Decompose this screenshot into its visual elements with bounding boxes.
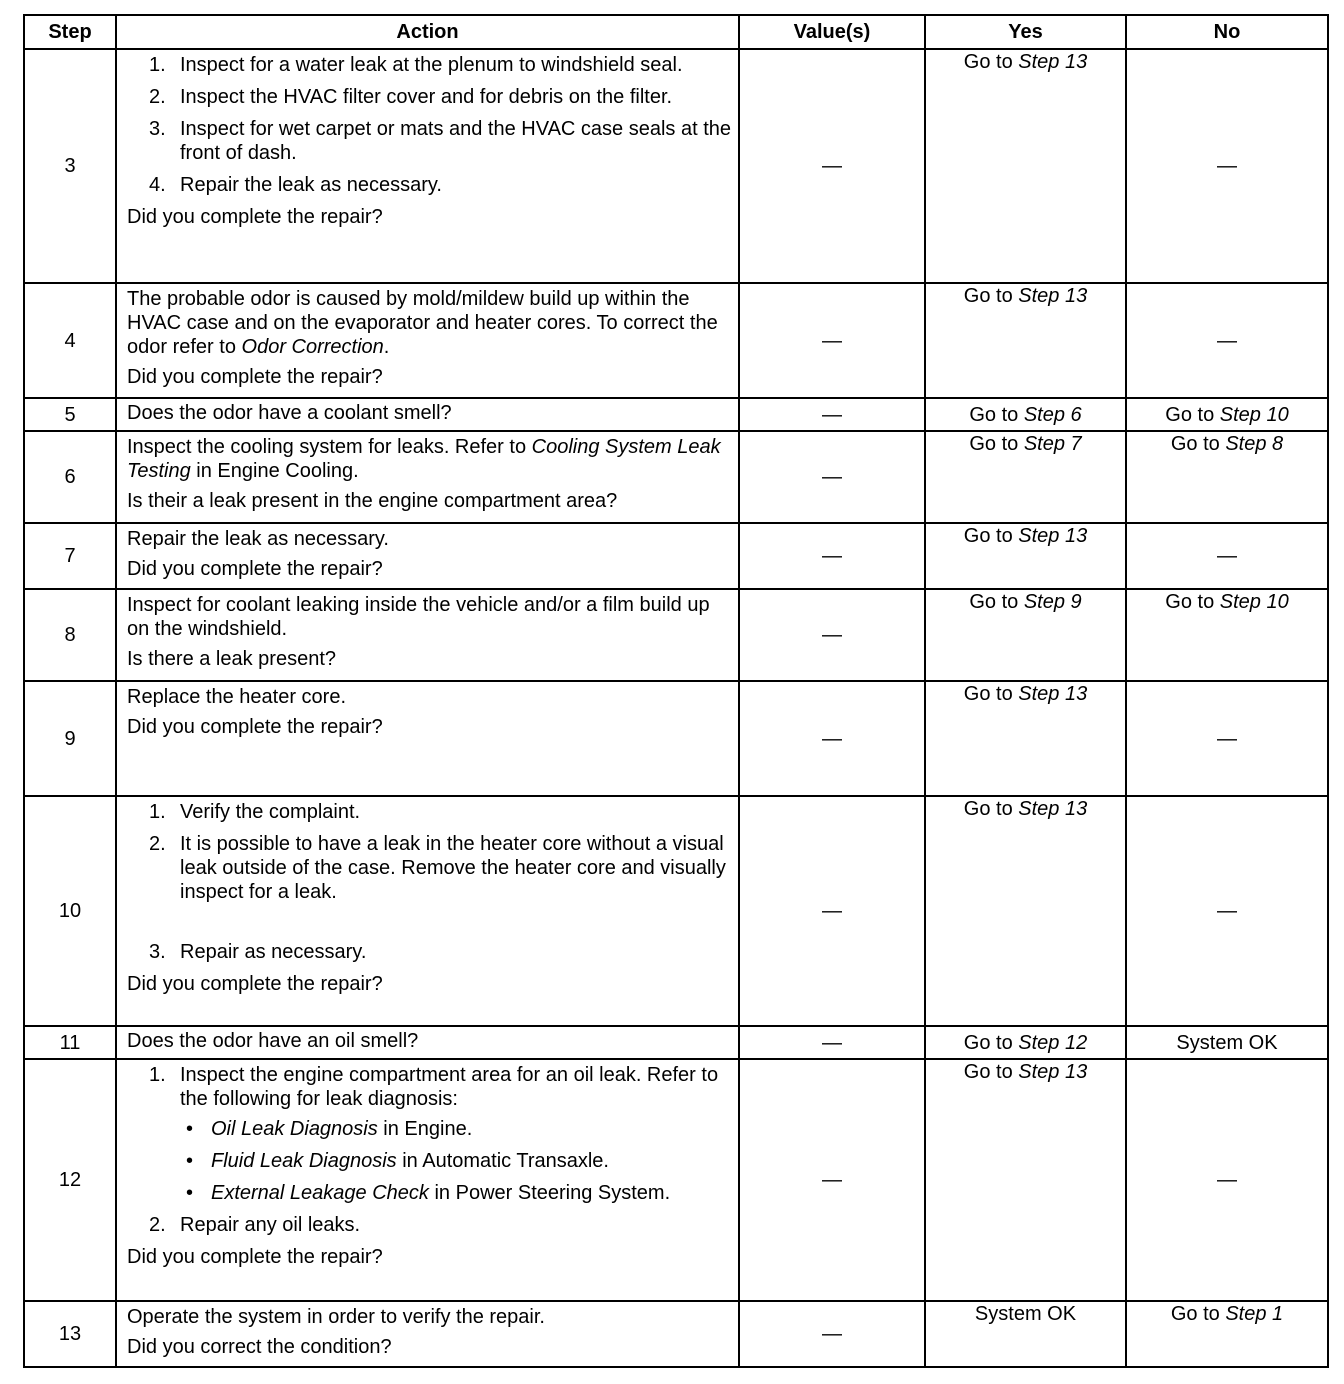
yes-cell: Go to Step 13 <box>925 1059 1126 1301</box>
no-step-ref: Step 10 <box>1219 403 1289 426</box>
item-text: Inspect for wet carpet or mats and the HVAC case seals at the front of dash. <box>180 118 732 164</box>
step-number: 7 <box>24 523 116 589</box>
yes-cell: Go to Step 13 <box>925 283 1126 398</box>
action-cell <box>116 398 739 431</box>
no-cell: Go to Step 8 <box>1126 431 1328 523</box>
yes-cell: Go to Step 6 <box>925 398 1126 431</box>
value-cell: — <box>739 681 925 796</box>
doc-reference: External Leakage Check <box>211 1182 429 1204</box>
action-cell <box>116 1026 739 1059</box>
yes-cell: Go to Step 12 <box>925 1026 1126 1059</box>
item-text: Inspect the HVAC filter cover and for debris on the filter. <box>180 86 673 108</box>
value-cell: — <box>739 589 925 681</box>
step-number: 9 <box>24 681 116 796</box>
item-number: 1. <box>149 54 166 76</box>
yes-cell: Go to Step 7 <box>925 431 1126 523</box>
action-list <box>127 1063 732 1245</box>
yes-step-ref: Step 13 <box>1018 683 1088 705</box>
yes-step-ref: Step 12 <box>1018 1031 1088 1054</box>
yes-prefix: Go to <box>963 51 1019 73</box>
list-item <box>127 53 732 77</box>
list-item: 2. It is possible to have a leak in the heater core without a visual leak outside of the case. Remove the heater core and visually inspect for a leak. <box>149 833 726 903</box>
no-step-ref: Step 8 <box>1225 433 1284 455</box>
no-cell: — <box>1126 523 1328 589</box>
no-cell: — <box>1126 796 1328 1026</box>
doc-reference: Fluid Leak Diagnosis <box>211 1150 397 1172</box>
doc-reference: Oil Leak Diagnosis <box>211 1118 378 1140</box>
step-number: 8 <box>24 589 116 681</box>
no-cell: Go to Step 1 <box>1126 1301 1328 1367</box>
table-row <box>24 681 1328 796</box>
table-row <box>24 1059 1328 1301</box>
action-cell <box>116 681 739 796</box>
diagnostic-table <box>23 14 1329 1368</box>
item-number: 3. <box>149 118 166 140</box>
no-cell: Go to Step 10 <box>1126 589 1328 681</box>
value-cell: — <box>739 523 925 589</box>
bullet-icon: • <box>186 1118 194 1140</box>
action-question: Did you correct the condition? <box>127 1336 392 1358</box>
action-question: Does the odor have a coolant smell? <box>127 402 452 424</box>
no-cell: System OK <box>1126 1026 1328 1059</box>
action-question: Did you complete the repair? <box>127 206 383 228</box>
value-cell: — <box>739 1301 925 1367</box>
action-text: Inspect the cooling system for leaks. Refer to Cooling System Leak Testing in Engine Cooling. <box>127 436 721 482</box>
action-cell <box>116 1059 739 1301</box>
doc-reference: Cooling System Leak Testing <box>127 436 721 482</box>
list-item: 1. Inspect the engine compartment area for an oil leak. Refer to the following for leak diagnosis: • Oil Leak Diagnosis in Engine. • Fluid Leak Diagnosis in Automatic Transaxle. • External Leakage Check in Power Steering System. <box>127 1063 732 1205</box>
step-number: 4 <box>24 283 116 398</box>
step-number: 3 <box>24 49 116 283</box>
no-step-ref: Step 10 <box>1219 591 1289 613</box>
list-item: 2. Repair any oil leaks. <box>149 1214 361 1236</box>
step-number: 13 <box>24 1301 116 1367</box>
no-cell: Go to Step 10 <box>1126 398 1328 431</box>
value-cell: — <box>739 796 925 1026</box>
table-row <box>24 589 1328 681</box>
action-question: Is there a leak present? <box>127 648 337 670</box>
header-values: Value(s) <box>739 15 925 49</box>
doc-reference: Odor Correction <box>241 336 384 358</box>
list-item <box>127 173 732 197</box>
header-row <box>24 15 1328 49</box>
action-cell <box>116 796 739 1026</box>
yes-text: System OK <box>974 1303 1077 1325</box>
item-text: Inspect the engine compartment area for an oil leak. Refer to the following for leak diagnosis: <box>180 1064 719 1110</box>
action-text: Replace the heater core. <box>127 686 347 708</box>
list-item: • External Leakage Check in Power Steering System. <box>186 1182 671 1204</box>
action-cell <box>116 431 739 523</box>
yes-step-ref: Step 13 <box>1018 798 1088 820</box>
yes-step-ref: Step 6 <box>1023 403 1082 426</box>
table-row <box>24 283 1328 398</box>
action-text: Inspect for coolant leaking inside the vehicle and/or a film build up on the windshield. <box>127 594 710 640</box>
value-cell: — <box>739 283 925 398</box>
no-cell: — <box>1126 283 1328 398</box>
value-cell: — <box>739 1059 925 1301</box>
yes-cell <box>925 49 1126 283</box>
yes-step-ref: Step 13 <box>1018 525 1088 547</box>
bullet-icon: • <box>186 1182 194 1204</box>
action-text: The probable odor is caused by mold/mildew build up within the HVAC case and on the evaporator and heater cores. To correct the odor refer to Odor Correction. <box>127 288 718 358</box>
table-row <box>24 398 1328 431</box>
action-cell <box>116 1301 739 1367</box>
table-row <box>24 1026 1328 1059</box>
yes-cell: Go to Step 13 <box>925 796 1126 1026</box>
action-cell <box>116 523 739 589</box>
action-list <box>127 53 732 205</box>
no-cell: — <box>1126 1059 1328 1301</box>
item-number: 4. <box>149 174 166 196</box>
table-row <box>24 431 1328 523</box>
yes-cell: Go to Step 13 <box>925 523 1126 589</box>
action-text: Repair the leak as necessary. <box>127 528 389 550</box>
header-action: Action <box>116 15 739 49</box>
header-step: Step <box>24 15 116 49</box>
reference-list <box>180 1117 732 1205</box>
no-cell: — <box>1126 49 1328 283</box>
action-question: Did you complete the repair? <box>127 558 383 580</box>
yes-step-ref: Step 13 <box>1018 285 1088 307</box>
table-row <box>24 1301 1328 1367</box>
table-row <box>24 49 1328 283</box>
list-item <box>127 117 732 165</box>
value-cell: — <box>739 431 925 523</box>
list-item <box>127 85 732 109</box>
step-number: 11 <box>24 1026 116 1059</box>
step-number: 5 <box>24 398 116 431</box>
header-yes: Yes <box>925 15 1126 49</box>
action-question: Did you complete the repair? <box>127 973 383 995</box>
item-number: 2. <box>149 86 166 108</box>
value-cell: — <box>739 1026 925 1059</box>
no-cell: — <box>1126 681 1328 796</box>
item-text: Inspect for a water leak at the plenum to windshield seal. <box>180 54 683 76</box>
table-row <box>24 796 1328 1026</box>
yes-step-ref: Step 13 <box>1018 1061 1088 1083</box>
yes-cell <box>925 1301 1126 1367</box>
item-text: Repair the leak as necessary. <box>180 174 442 196</box>
action-question: Did you complete the repair? <box>127 716 383 738</box>
action-cell <box>116 49 739 283</box>
value-cell: — <box>739 49 925 283</box>
action-cell <box>116 589 739 681</box>
bullet-icon: • <box>186 1150 194 1172</box>
list-item: • Oil Leak Diagnosis in Engine. <box>186 1118 473 1140</box>
list-item: • Fluid Leak Diagnosis in Automatic Transaxle. <box>186 1150 609 1172</box>
action-question: Did you complete the repair? <box>127 1246 383 1268</box>
step-number: 10 <box>24 796 116 1026</box>
header-no: No <box>1126 15 1328 49</box>
action-question: Does the odor have an oil smell? <box>127 1030 419 1052</box>
yes-step-ref: Step 7 <box>1023 433 1082 455</box>
step-number: 6 <box>24 431 116 523</box>
action-cell <box>116 283 739 398</box>
action-text: Operate the system in order to verify the repair. <box>127 1306 545 1328</box>
list-item: 1. Verify the complaint. <box>149 801 361 823</box>
yes-step-ref: Step 13 <box>1018 51 1088 73</box>
list-item: 3. Repair as necessary. <box>149 941 367 963</box>
action-question: Did you complete the repair? <box>127 366 383 388</box>
yes-cell: Go to Step 9 <box>925 589 1126 681</box>
action-question: Is their a leak present in the engine compartment area? <box>127 490 618 512</box>
value-cell: — <box>739 398 925 431</box>
yes-cell: Go to Step 13 <box>925 681 1126 796</box>
table-row <box>24 523 1328 589</box>
no-step-ref: Step 1 <box>1225 1303 1284 1325</box>
step-number: 12 <box>24 1059 116 1301</box>
yes-step-ref: Step 9 <box>1023 591 1082 613</box>
action-list <box>127 800 732 972</box>
